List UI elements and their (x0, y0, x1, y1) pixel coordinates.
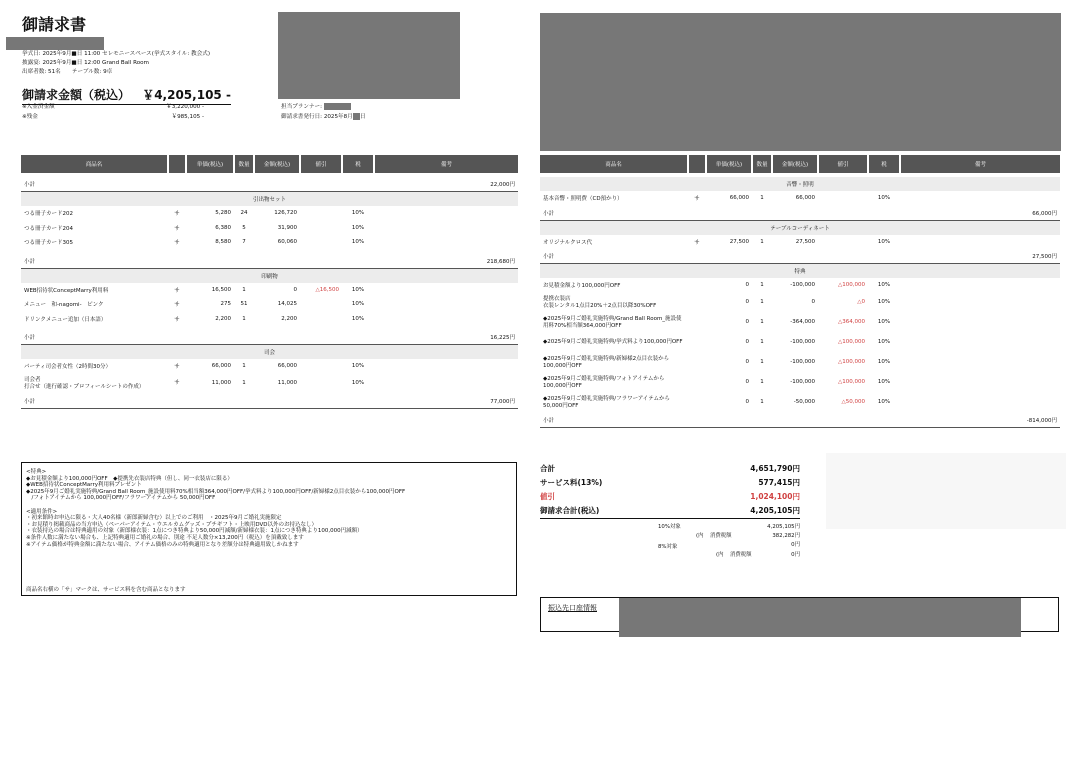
unit-price: 66,000 (211, 363, 231, 370)
remarks (374, 359, 518, 374)
section-label: 引出物セット (21, 192, 518, 207)
item-name: パーティ司会者女性（2時間30分） (24, 364, 112, 371)
col-product: 商品名 (540, 155, 688, 173)
discount: △16,500 (315, 286, 339, 293)
discount (300, 359, 342, 374)
table-row (21, 221, 518, 236)
summary-label: 値引 (540, 492, 555, 501)
planner-redaction (324, 103, 351, 110)
planner-label: 担当プランナー: (281, 104, 323, 110)
tax-rate: 10% (351, 363, 365, 370)
tax-consumption-label: 消費税額 (730, 552, 752, 558)
conditions-text (26, 469, 512, 548)
remarks (374, 374, 518, 394)
deposit-value: ￥3,220,000 - (166, 104, 204, 110)
table-row (21, 283, 518, 298)
discount (300, 221, 342, 236)
table-row (540, 235, 1060, 250)
discount (818, 235, 868, 250)
col-mark (168, 155, 186, 173)
tax-rate: 10% (351, 239, 365, 246)
subtotal-row (540, 249, 1060, 264)
subtotal-value: 218,680円 (168, 254, 518, 269)
unit-price: 66,000 (729, 195, 749, 202)
tax-rate10-label: 10%対象 (658, 524, 681, 530)
tax-rate: 10% (877, 339, 891, 346)
subtotal-row (21, 254, 518, 269)
condition-line: ・お見積り掲載商品の当方申込（ペーパーアイテム・ウエルカムグッズ・プチギフト・上映用DVD以外のお持込なし） (26, 521, 318, 528)
balance-label: ※残金 (22, 114, 38, 120)
condition-line: ・初来館時お申込に限る・大人40名様（新郎新婦含む）以上でのご利用 ・2025年9月ご婚礼実施限定 (26, 515, 282, 522)
service-mark (688, 313, 706, 333)
remarks (900, 191, 1060, 206)
subtotal-label: 小計 (540, 249, 688, 264)
right-items-table (540, 155, 1060, 428)
unit-price: 5,280 (215, 210, 231, 217)
discount: △100,000 (838, 359, 865, 366)
section-label: 特典 (540, 264, 1060, 279)
service-mark: サ (694, 196, 700, 203)
top-right-redaction (540, 13, 1061, 151)
col-amount: 金額(税込) (254, 155, 300, 173)
col-price: 単価(税込) (186, 155, 234, 173)
amount: 0 (293, 286, 297, 293)
unit-price: 6,380 (215, 224, 231, 231)
amount: 60,060 (277, 239, 297, 246)
col-notes: 備考 (374, 155, 518, 173)
bank-redaction (619, 598, 1021, 637)
discount: △100,000 (838, 339, 865, 346)
total-label: 御請求金額（税込） (22, 88, 131, 102)
quantity: 1 (242, 286, 246, 293)
item-name: つる冊子カード305 (24, 240, 73, 247)
subtotal-label: 小計 (540, 413, 688, 428)
stamp-area (826, 453, 1066, 529)
tax-rate8-value: 0円 (791, 542, 800, 548)
amount: 66,000 (277, 363, 297, 370)
amount: 11,000 (277, 380, 297, 387)
quantity: 7 (242, 239, 246, 246)
amount: 2,200 (281, 315, 297, 322)
item-name: 司会者 打合せ（進行確認・プロフィールシートの作成） (24, 377, 145, 390)
subtotal-value: 77,000円 (168, 394, 518, 409)
quantity: 1 (760, 299, 764, 306)
quantity: 1 (760, 282, 764, 289)
quantity: 51 (240, 301, 248, 308)
quantity: 1 (760, 399, 764, 406)
quantity: 1 (760, 238, 764, 245)
header-info (22, 50, 210, 77)
unit-price: 0 (745, 282, 749, 289)
subtotal-value: -814,000円 (688, 413, 1060, 428)
section-label: 音響・照明 (540, 177, 1060, 191)
tax-rate10-tax: 382,282円 (772, 533, 800, 539)
col-qty: 数量 (234, 155, 254, 173)
remarks (900, 278, 1060, 293)
quantity: 1 (242, 363, 246, 370)
section-label: 印刷物 (21, 268, 518, 283)
deposit-label: ※入金済金額 (22, 104, 55, 110)
amount: 27,500 (795, 238, 815, 245)
table-row (540, 373, 1060, 393)
condition-line: <適用条件> (26, 508, 58, 515)
amount: -100,000 (790, 359, 815, 366)
redaction-block (6, 37, 104, 50)
quantity: 1 (760, 359, 764, 366)
summary-label: 合計 (540, 464, 555, 473)
header-line-guests: 出席者数: 51名 テーブル数: 9卓 (22, 69, 113, 75)
tax-rate: 10% (877, 379, 891, 386)
table-row (540, 393, 1060, 413)
unit-price: 16,500 (211, 286, 231, 293)
deposit-row (22, 103, 204, 112)
col-qty: 数量 (752, 155, 772, 173)
tax-rate: 10% (351, 224, 365, 231)
amount: -50,000 (793, 399, 815, 406)
unit-price: 0 (745, 339, 749, 346)
section-header-row (540, 177, 1060, 191)
item-name: ◆2025年9月ご婚礼実施特典/挙式料より100,000円OFF (543, 339, 683, 346)
subtotal-value: 16,225円 (168, 330, 518, 345)
item-name: WEB招待状ConceptMarry利用料 (24, 287, 109, 294)
service-mark (688, 333, 706, 353)
col-discount: 値引 (300, 155, 342, 173)
section-label: テーブルコーディネート (540, 220, 1060, 235)
quantity: 1 (242, 380, 246, 387)
unit-price: 0 (745, 379, 749, 386)
subtotal-value: 27,500円 (688, 249, 1060, 264)
subtotal-value: 22,000円 (168, 177, 518, 192)
subtotal-label: 小計 (540, 206, 688, 221)
discount (818, 191, 868, 206)
tax-rate: 10% (351, 286, 365, 293)
balance-row (22, 113, 204, 122)
quantity: 1 (242, 315, 246, 322)
summary-value: 4,205,105円 (750, 506, 800, 515)
table-row (21, 359, 518, 374)
subtotal-label: 小計 (21, 330, 168, 345)
remarks (900, 393, 1060, 413)
header-line-ceremony: 挙式日: 2025年9月■日 11:00 セレモニースペース(挙式スタイル: 教会式) (22, 51, 211, 57)
service-mark: サ (174, 225, 180, 232)
discount: △50,000 (841, 399, 865, 406)
table-row (21, 312, 518, 327)
remarks (900, 235, 1060, 250)
condition-line: /フォトアイテムから 100,000円OFF/フラワーアイテムから 50,000円OFF (26, 495, 216, 502)
amount: 14,025 (277, 301, 297, 308)
table-header-row (540, 155, 1060, 173)
planner-row (281, 103, 351, 112)
unit-price: 27,500 (729, 238, 749, 245)
item-name: つる冊子カード202 (24, 211, 73, 218)
discount: △100,000 (838, 282, 865, 289)
service-mark: サ (174, 302, 180, 309)
item-name: つる冊子カード204 (24, 225, 73, 232)
col-price: 単価(税込) (706, 155, 752, 173)
discount: △364,000 (838, 319, 865, 326)
service-mark: サ (174, 211, 180, 218)
unit-price: 11,000 (211, 380, 231, 387)
remarks (900, 313, 1060, 333)
amount: -364,000 (790, 319, 815, 326)
section-header-row (540, 264, 1060, 279)
col-notes: 備考 (900, 155, 1060, 173)
subtotal-row (21, 177, 518, 192)
subtotal-row (21, 394, 518, 409)
summary-row-grand (540, 504, 800, 519)
discount (300, 312, 342, 327)
total-value: ￥4,205,105 - (142, 88, 231, 102)
tax-inner-label: (内 (696, 533, 704, 539)
discount (300, 297, 342, 312)
subtotal-value: 66,000円 (688, 206, 1060, 221)
issue-date-redaction (353, 113, 360, 120)
discount: △0 (857, 299, 865, 306)
unit-price: 0 (745, 359, 749, 366)
remarks (374, 283, 518, 298)
tax-rate: 10% (877, 399, 891, 406)
item-name: お見積金額より100,000円OFF (543, 283, 621, 290)
item-name: 基本音響・照明費（CD預かり） (543, 196, 623, 203)
header-line-reception: 披露宴: 2025年9月■日 12:00 Grand Ball Room (22, 60, 149, 66)
summary-value: 1,024,100円 (750, 492, 800, 501)
section-header-row (21, 345, 518, 360)
amount: 0 (811, 299, 815, 306)
section-header-row (21, 192, 518, 207)
subtotal-label: 小計 (21, 254, 168, 269)
summary-row-service (540, 476, 800, 490)
service-mark: サ (174, 364, 180, 371)
tax-rate10-value: 4,205,105円 (767, 524, 800, 530)
amount: -100,000 (790, 379, 815, 386)
summary-row-total (540, 462, 800, 476)
issue-date-label: 御請求書発行日: 2025年8月 (281, 114, 353, 120)
service-mark (688, 278, 706, 293)
remarks (374, 297, 518, 312)
summary-row-discount (540, 490, 800, 504)
unit-price: 2,200 (215, 315, 231, 322)
left-items-table (21, 155, 518, 409)
balance-value: ￥985,105 - (171, 114, 204, 120)
remarks (374, 221, 518, 236)
unit-price: 0 (745, 399, 749, 406)
col-product: 商品名 (21, 155, 168, 173)
service-mark (688, 293, 706, 313)
item-name: メニュー 和-nagomi- ピンク (24, 302, 104, 309)
remarks (900, 353, 1060, 373)
tax-rate: 10% (877, 238, 891, 245)
condition-line: ※アイテム価格が特典金額に満たない場合、アイテム価格のみの特典適用となり差額分は特典適用致しかねます (26, 541, 299, 548)
document-title: 御請求書 (22, 15, 87, 34)
table-row (21, 206, 518, 221)
unit-price: 275 (220, 301, 231, 308)
table-row (540, 353, 1060, 373)
service-mark: サ (694, 239, 700, 246)
table-row (21, 297, 518, 312)
table-row (540, 191, 1060, 206)
service-mark-note: 商品名右横の「サ」マークは、サービス料を含む商品となります (26, 587, 186, 594)
item-name: ◆2025年9月ご婚礼実施特典/フォトアイテムから100,000円OFF (543, 376, 665, 389)
remarks (900, 373, 1060, 393)
quantity: 1 (760, 339, 764, 346)
conditions-box (21, 462, 517, 596)
condition-line: <特典> (26, 469, 47, 475)
item-name: オリジナルクロス代 (543, 239, 593, 246)
col-amount: 金額(税込) (772, 155, 818, 173)
quantity: 1 (760, 379, 764, 386)
tax-breakdown (620, 522, 800, 562)
unit-price: 0 (745, 319, 749, 326)
unit-price: 8,580 (215, 239, 231, 246)
table-row (540, 333, 1060, 353)
table-row (540, 278, 1060, 293)
discount (300, 235, 342, 250)
bank-info-label: 振込先口座情報 (548, 604, 597, 612)
bank-info-box (540, 597, 1059, 632)
section-header-row (540, 220, 1060, 235)
tax-rate: 10% (877, 299, 891, 306)
quantity: 1 (760, 195, 764, 202)
tax-rate: 10% (877, 359, 891, 366)
issue-date-row (281, 113, 365, 122)
discount (300, 206, 342, 221)
tax-rate: 10% (351, 210, 365, 217)
tax-rate: 10% (351, 380, 365, 387)
subtotal-row (540, 206, 1060, 221)
subtotal-label: 小計 (21, 177, 168, 192)
condition-line: ◆WEB招待状ConceptMarry利用料プレゼント (26, 482, 142, 489)
amount: 66,000 (795, 195, 815, 202)
col-tax: 税 (868, 155, 900, 173)
table-header-row (21, 155, 518, 173)
quantity: 1 (760, 319, 764, 326)
item-name: ◆2025年9月ご婚礼実施特典/Grand Ball Room_施設使用料70%相当額364,000円OFF (543, 316, 682, 329)
condition-line: ・衣装持込の場合は特典適用の対象（新郎様衣装：1点につき特典より50,000円減額/新婦様衣装：1点につき特典より100,000円減額） (26, 528, 363, 535)
amount: -100,000 (790, 339, 815, 346)
service-mark (688, 373, 706, 393)
issue-date-suffix: 日 (359, 114, 366, 120)
service-mark (688, 353, 706, 373)
logo-redaction (278, 12, 460, 99)
tax-rate: 10% (877, 282, 891, 289)
summary-block (540, 462, 800, 519)
amount: 31,900 (277, 224, 297, 231)
condition-line: ※条件人数に満たない場合も、上記特典適用ご婚礼の場合、別途 不足人数分×13,200円（税込）を頂戴致します (26, 534, 304, 541)
summary-value: 577,415円 (758, 478, 800, 487)
tax-rate8-label: 8%対象 (658, 544, 678, 550)
item-name: ◆2025年9月ご婚礼実施特典/新婦様2点目衣装から100,000円OFF (543, 356, 670, 369)
subtotal-label: 小計 (21, 394, 168, 409)
amount: 126,720 (274, 210, 297, 217)
tax-inner-label: (内 (716, 552, 724, 558)
service-mark (688, 393, 706, 413)
table-row (540, 293, 1060, 313)
remarks (374, 312, 518, 327)
summary-label: 御請求合計(税込) (540, 506, 600, 515)
service-mark: サ (174, 287, 180, 294)
item-name: ◆2025年9月ご婚礼実施特典/フラワーアイテムから 50,000円OFF (543, 396, 671, 409)
table-row (21, 374, 518, 394)
unit-price: 0 (745, 299, 749, 306)
subtotal-row (21, 330, 518, 345)
tax-rate: 10% (877, 319, 891, 326)
condition-line: ◆2025年9月ご婚礼実施特典/Grand Ball Room_施設使用料70%相当額364,000円OFF/挙式料より100,000円OFF/新婦様2点目衣装から100,000円OFF (26, 488, 406, 495)
quantity: 5 (242, 224, 246, 231)
condition-line (26, 502, 512, 509)
item-name: 提携衣装店 衣装レンタル1点目20%＋2点目以降30%OFF (543, 296, 657, 309)
service-mark: サ (174, 240, 180, 247)
section-label: 司会 (21, 345, 518, 360)
summary-value: 4,651,790円 (750, 464, 800, 473)
service-mark: サ (174, 316, 180, 323)
tax-consumption-label: 消費税額 (710, 533, 732, 539)
remarks (374, 206, 518, 221)
amount: -100,000 (790, 282, 815, 289)
discount (300, 374, 342, 394)
table-row (21, 235, 518, 250)
col-tax: 税 (342, 155, 374, 173)
condition-line: ◆お見積金額より100,000円OFF ◆提携先衣装店特典（但し、同一衣装店に限る） (26, 475, 233, 482)
summary-label: サービス料(13%) (540, 478, 603, 487)
discount: △100,000 (838, 379, 865, 386)
tax-rate8-tax: 0円 (791, 552, 800, 558)
tax-rate: 10% (877, 195, 891, 202)
subtotal-row (540, 413, 1060, 428)
col-mark (688, 155, 706, 173)
table-row (540, 313, 1060, 333)
tax-rate: 10% (351, 301, 365, 308)
item-name: ドリンクメニュー追加（日本語） (24, 316, 107, 323)
remarks (900, 333, 1060, 353)
service-mark: サ (174, 380, 180, 387)
remarks (900, 293, 1060, 313)
quantity: 24 (240, 210, 248, 217)
remarks (374, 235, 518, 250)
tax-rate: 10% (351, 315, 365, 322)
col-discount: 値引 (818, 155, 868, 173)
section-header-row (21, 268, 518, 283)
